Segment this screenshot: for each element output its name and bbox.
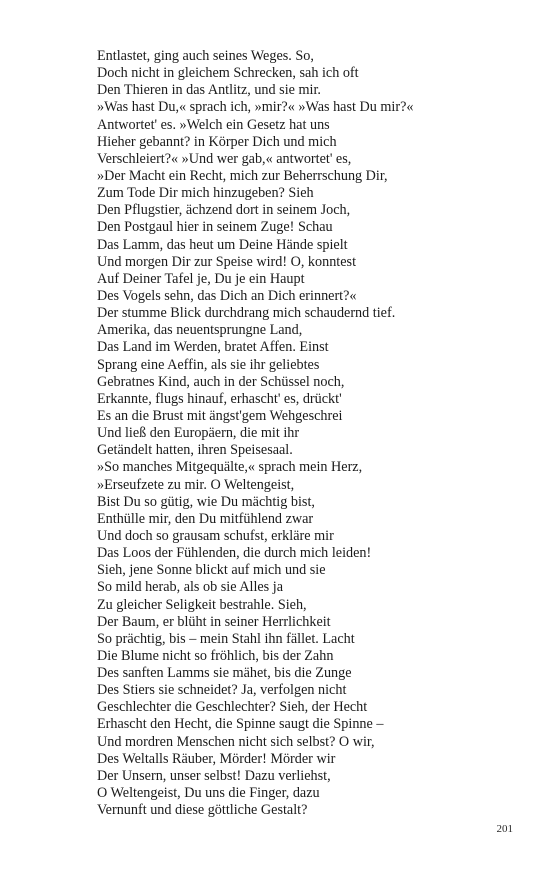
poem-text	[97, 48, 517, 819]
poem-line: Das Land im Werden, bratet Affen. Einst	[97, 339, 329, 356]
poem-line: Getändelt hatten, ihren Speisesaal.	[97, 442, 293, 459]
poem-line: Verschleiert?« »Und wer gab,« antwortet' es,	[97, 150, 352, 167]
poem-line: Zum Tode Dir mich hinzugeben? Sieh	[97, 185, 314, 202]
poem-line: Den Pflugstier, ächzend dort in seinem Joch,	[97, 202, 351, 219]
poem-line: Entlastet, ging auch seines Weges. So,	[97, 48, 314, 64]
poem-line: So prächtig, bis – mein Stahl ihn fället. Lacht	[97, 630, 355, 647]
poem-line: Es an die Brust mit ängst'gem Wehgeschrei	[97, 407, 343, 424]
poem-line: O Weltengeist, Du uns die Finger, dazu	[97, 785, 320, 802]
poem-line: Erkannte, flugs hinauf, erhascht' es, drückt'	[97, 390, 342, 407]
poem-line: Enthülle mir, den Du mitfühlend zwar	[97, 510, 314, 527]
poem-line: Und morgen Dir zur Speise wird! O, konntest	[97, 253, 357, 270]
poem-line: »Was hast Du,« sprach ich, »mir?« »Was hast Du mir?«	[97, 99, 414, 116]
poem-line: Zu gleicher Seligkeit bestrahle. Sieh,	[97, 596, 307, 613]
poem-line: Des Stiers sie schneidet? Ja, verfolgen nicht	[97, 682, 347, 699]
poem-line: Antwortet' es. »Welch ein Gesetz hat uns	[97, 116, 330, 133]
poem-line: Vernunft und diese göttliche Gestalt?	[97, 802, 308, 819]
poem-line: Hieher gebannt? in Körper Dich und mich	[97, 133, 337, 150]
poem-line: »Erseufzete zu mir. O Weltengeist,	[97, 476, 295, 493]
poem-line: Des Weltalls Räuber, Mörder! Mörder wir	[97, 750, 336, 767]
poem-line: Bist Du so gütig, wie Du mächtig bist,	[97, 493, 315, 510]
poem-line: Der Baum, er blüht in seiner Herrlichkeit	[97, 613, 331, 630]
poem-line: Des sanften Lamms sie mähet, bis die Zunge	[97, 665, 352, 682]
poem-line: Und ließ den Europäern, die mit ihr	[97, 425, 300, 442]
poem-line: Den Postgaul hier in seinem Zuge! Schau	[97, 219, 333, 236]
poem-line: Und mordren Menschen nicht sich selbst? O wir,	[97, 733, 375, 750]
page-number: 201	[496, 823, 513, 835]
poem-line: Die Blume nicht so fröhlich, bis der Zahn	[97, 647, 334, 664]
poem-line: Auf Deiner Tafel je, Du je ein Haupt	[97, 270, 305, 287]
poem-line: Gebratnes Kind, auch in der Schüssel noch,	[97, 373, 345, 390]
poem-line: Erhascht den Hecht, die Spinne saugt die Spinne –	[97, 716, 384, 733]
poem-line: Sieh, jene Sonne blickt auf mich und sie	[97, 562, 326, 579]
poem-line: Geschlechter die Geschlechter? Sieh, der Hecht	[97, 699, 368, 716]
poem-line: So mild herab, als ob sie Alles ja	[97, 579, 283, 596]
poem-line: »Der Macht ein Recht, mich zur Beherrschung Dir,	[97, 167, 388, 184]
poem-line: Das Loos der Fühlenden, die durch mich leiden!	[97, 545, 372, 562]
poem-line: Des Vogels sehn, das Dich an Dich erinnert?«	[97, 287, 357, 304]
poem-line: Amerika, das neuentsprungne Land,	[97, 322, 303, 339]
poem-line: Und doch so grausam schufst, erkläre mir	[97, 527, 334, 544]
poem-line: Das Lamm, das heut um Deine Hände spielt	[97, 236, 348, 253]
poem-line: Sprang eine Aeffin, als sie ihr geliebtes	[97, 356, 320, 373]
poem-line: Der Unsern, unser selbst! Dazu verliehst,	[97, 767, 331, 784]
poem-line: Doch nicht in gleichem Schrecken, sah ich oft	[97, 65, 359, 82]
poem-line: »So manches Mitgequälte,« sprach mein Herz,	[97, 459, 363, 476]
poem-line: Der stumme Blick durchdrang mich schaudernd tief.	[97, 305, 396, 322]
poem-line: Den Thieren in das Antlitz, und sie mir.	[97, 82, 321, 99]
